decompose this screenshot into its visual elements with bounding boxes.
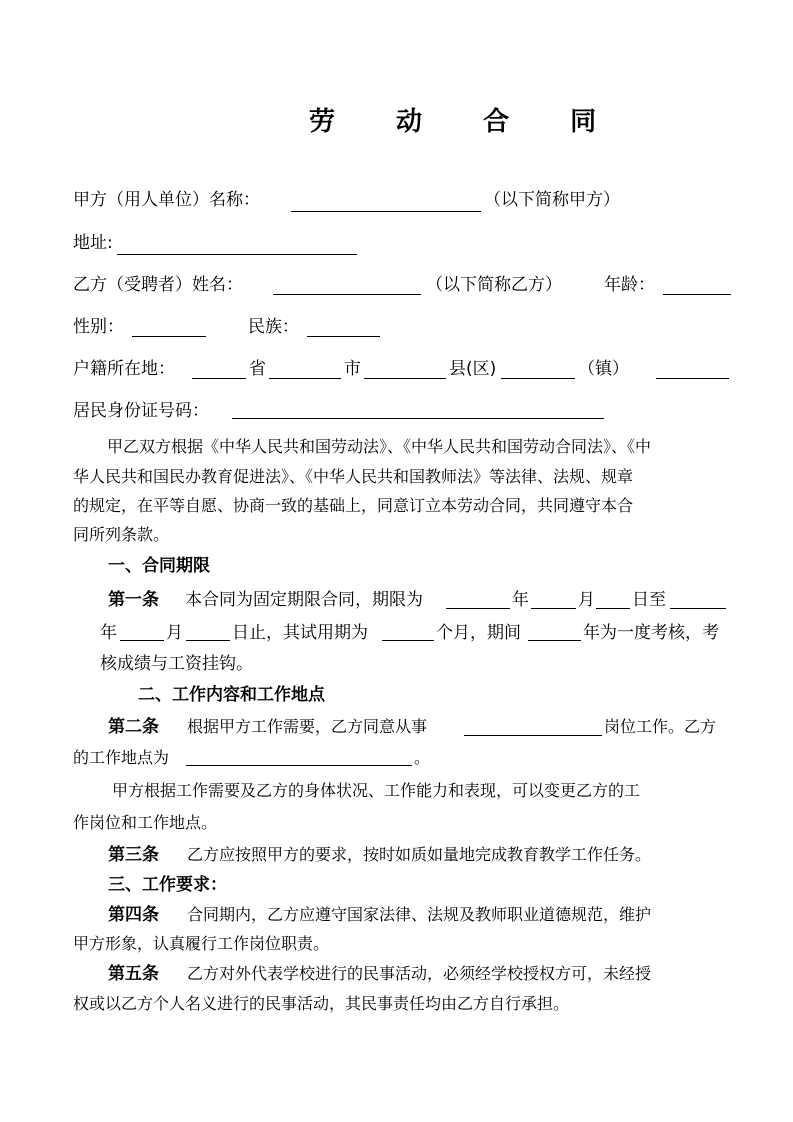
article-text: 日止，其试用期为 <box>232 623 368 643</box>
article-label: 第二条 <box>108 717 159 737</box>
year-text: 年 <box>512 590 529 610</box>
county-field[interactable] <box>364 378 446 379</box>
party-b-name-label: 乙方（受聘者）姓名： <box>73 275 243 295</box>
end-month-field[interactable] <box>120 640 164 641</box>
workplace-field[interactable] <box>186 765 412 766</box>
preamble-line: 的规定，在平等自愿、协商一致的基础上，同意订立本劳动合同，共同遵守本合 <box>73 496 634 515</box>
article-label: 第四条 <box>108 905 159 925</box>
start-month-field[interactable] <box>531 608 576 609</box>
month-text: 月 <box>166 623 183 643</box>
town-label: （镇） <box>578 359 629 379</box>
day-to-text: 日至 <box>632 590 666 610</box>
preamble-line: 华人民共和国民办教育促进法》、《中华人民共和国教师法》等法律、法规、规章 <box>73 467 634 486</box>
article-text: 甲方形象，认真履行工作岗位职责。 <box>73 934 330 953</box>
province-label: 省 <box>249 359 266 379</box>
address-label: 地址: <box>73 233 113 253</box>
article-text: 。 <box>414 748 431 767</box>
article-label: 第三条 <box>108 845 159 865</box>
county-label: 县(区) <box>449 359 497 379</box>
address-field[interactable] <box>117 254 357 255</box>
id-label: 居民身份证号码： <box>73 401 209 421</box>
paragraph-line: 甲方根据工作需要及乙方的身体状况、工作能力和表现，可以变更乙方的工 <box>112 781 641 800</box>
article-text: 年为一度考核，考 <box>583 623 719 643</box>
id-field[interactable] <box>232 418 604 419</box>
article-text: 本合同为固定期限合同，期限为 <box>185 590 423 610</box>
page-title: 劳 动 合 同 <box>309 107 623 137</box>
section-heading: 三、工作要求： <box>108 875 227 895</box>
article-label: 第五条 <box>108 964 159 984</box>
party-a-abbr: （以下简称甲方） <box>484 190 620 210</box>
article-label: 第一条 <box>108 590 159 610</box>
preamble-line: 甲乙双方根据《中华人民共和国劳动法》、《中华人民共和国劳动合同法》、《中 <box>107 437 652 456</box>
gender-label: 性别： <box>73 317 124 337</box>
position-field[interactable] <box>464 735 602 736</box>
article-text: 乙方对外代表学校进行的民事活动，必须经学校授权方可，未经授 <box>187 964 652 983</box>
article-text: 根据甲方工作需要，乙方同意从事 <box>187 717 428 736</box>
preamble-line: 同所列条款。 <box>73 525 170 544</box>
article-text: 合同期内，乙方应遵守国家法律、法规及教师职业道德规范，维护 <box>187 905 652 924</box>
end-day-field[interactable] <box>186 640 230 641</box>
end-year-field[interactable] <box>670 608 726 609</box>
ethnicity-field[interactable] <box>307 336 380 337</box>
age-field[interactable] <box>663 294 731 295</box>
ethnicity-label: 民族： <box>248 317 299 337</box>
province-field[interactable] <box>192 378 246 379</box>
article-text: 乙方应按照甲方的要求，按时如质如量地完成教育教学工作任务。 <box>187 845 652 864</box>
article-text: 岗位工作。乙方 <box>604 717 717 736</box>
article-text: 核成绩与工资挂钩。 <box>100 654 253 674</box>
month-text: 月 <box>578 590 595 610</box>
article-text: 的工作地点为 <box>73 748 170 767</box>
age-label: 年龄： <box>604 275 655 295</box>
village-field[interactable] <box>656 378 729 379</box>
party-b-abbr: （以下简称乙方） <box>426 275 562 295</box>
year-text: 年 <box>100 623 117 643</box>
household-label: 户籍所在地： <box>73 359 175 379</box>
town-field[interactable] <box>501 378 575 379</box>
party-b-name-field[interactable] <box>273 294 421 295</box>
article-text: 权或以乙方个人名义进行的民事活动，其民事责任均由乙方自行承担。 <box>73 994 570 1013</box>
section-heading: 一、合同期限 <box>108 556 210 576</box>
start-year-field[interactable] <box>446 608 510 609</box>
assessment-field[interactable] <box>528 640 581 641</box>
gender-field[interactable] <box>132 336 206 337</box>
city-field[interactable] <box>269 378 341 379</box>
start-day-field[interactable] <box>596 608 630 609</box>
party-a-name-field[interactable] <box>291 211 481 212</box>
city-label: 市 <box>344 359 361 379</box>
probation-field[interactable] <box>382 640 434 641</box>
paragraph-line: 作岗位和工作地点。 <box>73 813 218 832</box>
party-a-name-label: 甲方（用人单位）名称： <box>73 190 260 210</box>
article-text: 个月，期间 <box>436 623 521 643</box>
section-heading: 二、工作内容和工作地点 <box>138 685 325 705</box>
